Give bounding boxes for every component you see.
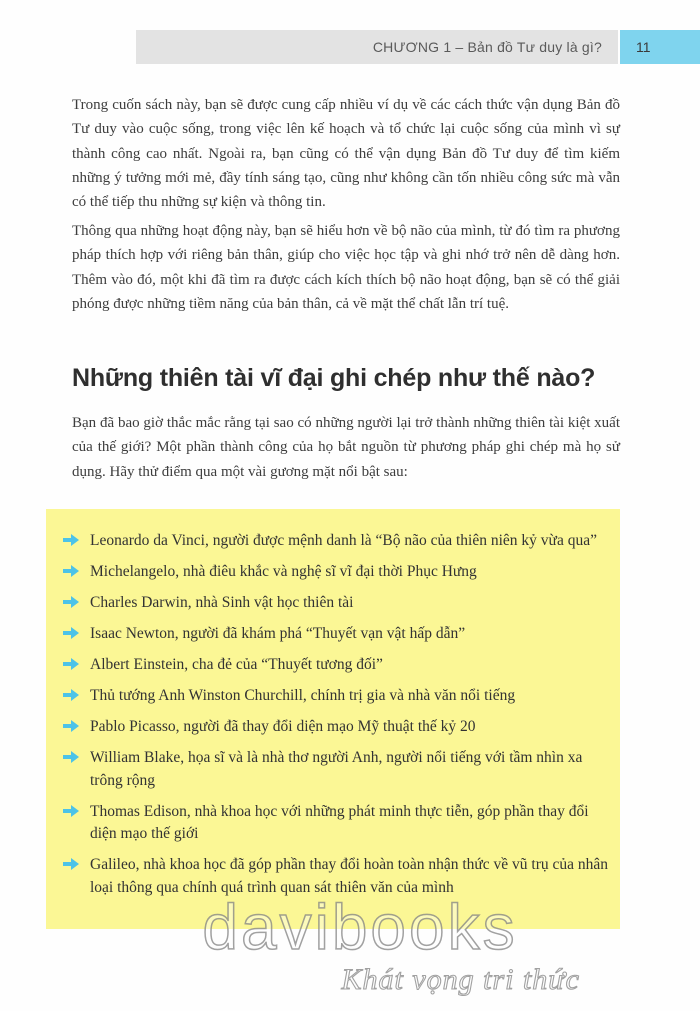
page-number-tab (620, 30, 700, 64)
arrow-right-icon (62, 750, 80, 764)
body-paragraph-2: Thông qua những hoạt động này, bạn sẽ hiểu hơn về bộ não của mình, từ đó tìm ra phương pháp thích hợp với riêng bản thân, giúp cho việc học tập và ghi nhớ trở nên dễ dàng hơn. Thêm vào đó, một khi đã tìm ra được cách kích thích bộ não hoạt động, bạn sẽ có thể giải phóng được những tiềm năng của bản thân, cả về mặt thể chất lẫn trí tuệ. (72, 223, 620, 312)
arrow-right-icon (62, 688, 80, 702)
arrow-right-icon (62, 804, 80, 818)
arrow-right-icon (62, 533, 80, 547)
arrow-right-icon (62, 857, 80, 871)
list-item-text: Thomas Edison, nhà khoa học với những phát minh thực tiễn, góp phần thay đổi diện mạo thế giới (90, 802, 589, 842)
list-item (62, 530, 610, 553)
list-item-text: Isaac Newton, người đã khám phá “Thuyết vạn vật hấp dẫn” (90, 625, 466, 642)
list-item (62, 654, 610, 677)
list-item-text: Leonardo da Vinci, người được mệnh danh là “Bộ não của thiên niên kỷ vừa qua” (90, 532, 597, 549)
list-item (62, 623, 610, 646)
list-item-text: Charles Darwin, nhà Sinh vật học thiên tài (90, 594, 354, 611)
list-item (62, 685, 610, 708)
watermark-tagline: Khát vọng tri thức (341, 963, 580, 996)
section-heading: Những thiên tài vĩ đại ghi chép như thế nào? (72, 364, 596, 392)
arrow-right-icon (62, 657, 80, 671)
arrow-right-icon (62, 626, 80, 640)
arrow-right-icon (62, 595, 80, 609)
body-paragraph-1: Trong cuốn sách này, bạn sẽ được cung cấp nhiều ví dụ về các cách thức vận dụng Bản đồ Tư duy vào cuộc sống, trong việc lên kế hoạch và tổ chức lại cuộc sống của mình vì sự thành công cao nhất. Ngoài ra, bạn cũng có thể vận dụng Bản đồ Tư duy để tìm kiếm những ý tưởng mới mẻ, đầy tính sáng tạo, cũng như không cần tốn nhiều công sức mà vẫn có thể tiếp thu những sự kiện và thông tin. (72, 97, 620, 211)
chapter-title: CHƯƠNG 1 – Bản đồ Tư duy là gì? (372, 39, 602, 55)
list-item-text: Michelangelo, nhà điêu khắc và nghệ sĩ vĩ đại thời Phục Hưng (90, 563, 477, 580)
list-item-text: Albert Einstein, cha đẻ của “Thuyết tương đối” (90, 656, 383, 673)
page-number: 11 (636, 39, 651, 55)
list-item (62, 561, 610, 584)
list-item-text: Thủ tướng Anh Winston Churchill, chính trị gia và nhà văn nổi tiếng (90, 687, 516, 704)
list-item (62, 716, 610, 739)
list-item-text: Pablo Picasso, người đã thay đổi diện mạo Mỹ thuật thế kỷ 20 (90, 718, 476, 735)
section-intro: Bạn đã bao giờ thắc mắc rằng tại sao có những người lại trở thành những thiên tài kiệt xuất của thế giới? Một phần thành công của họ bắt nguồn từ phương pháp ghi chép mà họ sử dụng. Hãy thử điểm qua một vài gương mặt nổi bật sau: (72, 415, 620, 480)
list-item-text: William Blake, họa sĩ và là nhà thơ người Anh, người nổi tiếng với tầm nhìn xa trông rộng (90, 749, 583, 789)
geniuses-list (62, 530, 610, 908)
watermark-brand: davibooks (202, 891, 518, 963)
list-item-text: Galileo, nhà khoa học đã góp phần thay đổi hoàn toàn nhận thức về vũ trụ của nhân loại thông qua chính quá trình quan sát thiên văn của mình (90, 856, 609, 896)
arrow-right-icon (62, 719, 80, 733)
list-item (62, 592, 610, 615)
list-item (62, 801, 610, 846)
arrow-right-icon (62, 564, 80, 578)
list-item (62, 747, 610, 792)
